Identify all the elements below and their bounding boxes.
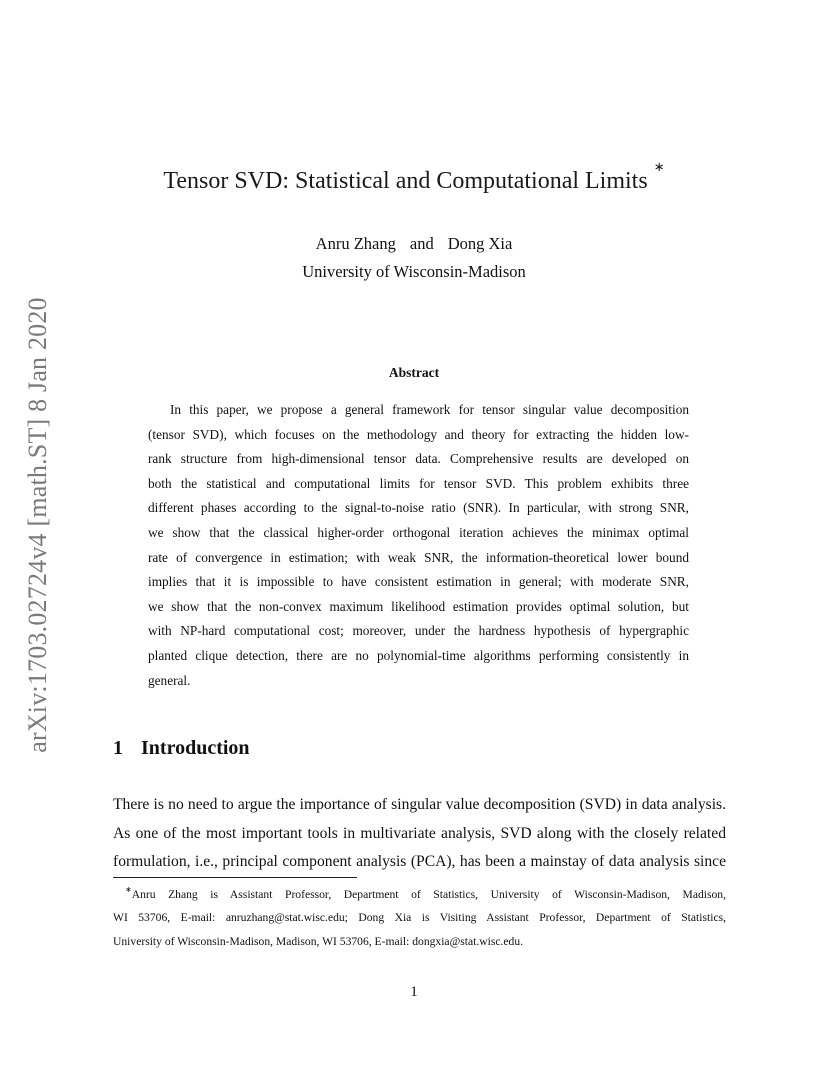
abstract-body xyxy=(148,398,689,693)
section-heading xyxy=(113,737,250,760)
author-name: Dong Xia xyxy=(447,234,513,253)
abstract-line: we show that the classical higher-order orthogonal iteration achieves the minimax optimal xyxy=(148,524,689,540)
abstract-line: planted clique detection, there are no polynomial-time algorithms performing consistently in xyxy=(148,647,689,663)
footnote-line xyxy=(113,879,726,906)
abstract-line: with NP-hard computational cost; moreover, under the hardness hypothesis of hypergraphic xyxy=(148,623,689,639)
abstract-line: different phases according to the signal-to-noise ratio (SNR). In particular, with strong SNR, xyxy=(148,500,689,516)
section-number: 1 xyxy=(113,737,123,759)
body-text-line: As one of the most important tools in multivariate analysis, SVD along with the closely related xyxy=(113,824,726,842)
arxiv-identifier-stamp: arXiv:1703.02724v4 [math.ST] 8 Jan 2020 xyxy=(23,297,52,753)
abstract-line: both the statistical and computational limits for tensor SVD. This problem exhibits three xyxy=(148,475,689,491)
paper-title xyxy=(0,159,828,195)
abstract-line: In this paper, we propose a general framework for tensor singular value decomposition xyxy=(170,402,689,417)
body-text-line: formulation, i.e., principal component analysis (PCA), has been a mainstay of data analysis since xyxy=(113,853,726,871)
footnote-line: University of Wisconsin-Madison, Madison, WI 53706, E-mail: dongxia@stat.wisc.edu. xyxy=(113,934,524,948)
page-number: 1 xyxy=(410,984,418,1000)
footnote-line-text: Anru Zhang is Assistant Professor, Department of Statistics, University of Wisconsin-Madison, Madison, xyxy=(131,887,726,901)
footnote-divider xyxy=(113,877,357,878)
abstract-line: rate of convergence in estimation; with weak SNR, the information-theoretical lower bound xyxy=(148,549,689,565)
abstract-line: general. xyxy=(148,672,191,688)
author-list xyxy=(0,234,828,254)
footnote xyxy=(113,879,726,953)
author-name: Anru Zhang xyxy=(315,234,396,253)
title-footnote-mark: ∗ xyxy=(653,159,665,174)
abstract-heading: Abstract xyxy=(388,365,440,380)
abstract-line: (tensor SVD), which focuses on the methodology and theory for extracting the hidden low- xyxy=(148,426,689,442)
body-text-line: There is no need to argue the importance of singular value decomposition (SVD) in data analysis. xyxy=(113,796,726,813)
author-conjunction: and xyxy=(409,234,434,253)
footnote-line: WI 53706, E-mail: anruzhang@stat.wisc.edu; Dong Xia is Visiting Assistant Professor, Department of Statistics, xyxy=(113,911,726,925)
abstract-line: rank structure from high-dimensional tensor data. Comprehensive results are developed on xyxy=(148,451,689,467)
author-affiliation: University of Wisconsin-Madison xyxy=(302,262,526,281)
abstract-line: implies that it is impossible to have consistent estimation in general; with moderate SNR, xyxy=(148,574,689,590)
section-title: Introduction xyxy=(141,737,250,759)
paper-title-text: Tensor SVD: Statistical and Computational Limits xyxy=(163,168,648,194)
introduction-paragraph xyxy=(113,791,726,877)
abstract-line: we show that the non-convex maximum likelihood estimation provides optimal solution, but xyxy=(148,598,689,614)
footnote-mark: ∗ xyxy=(125,885,132,894)
